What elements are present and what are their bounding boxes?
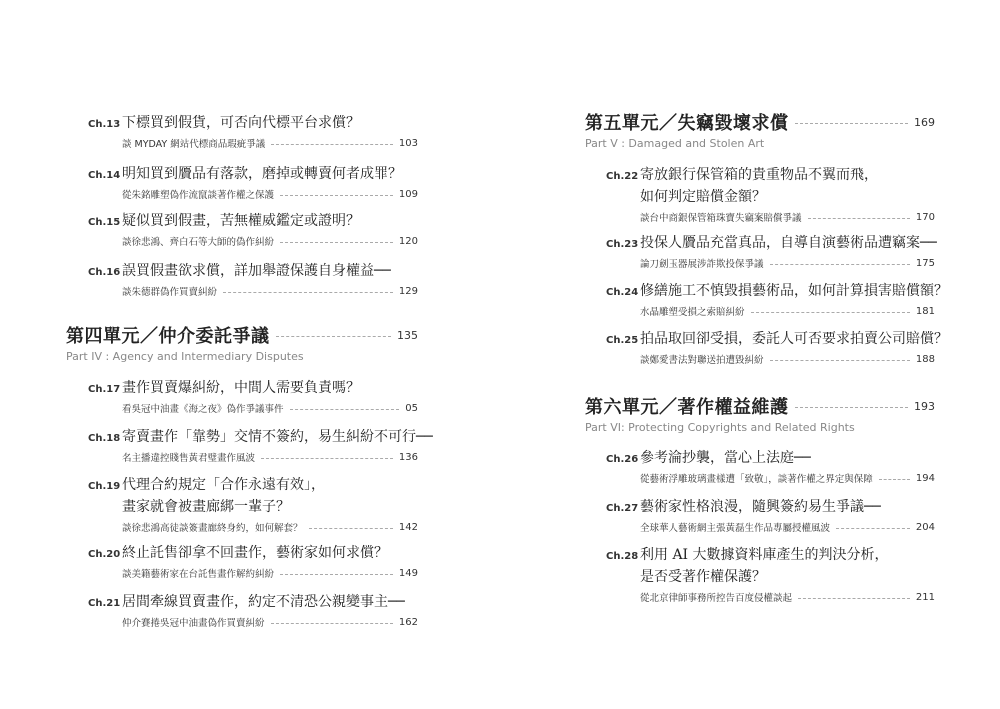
page-number: 120 bbox=[398, 235, 418, 247]
page-number: 136 bbox=[398, 451, 418, 463]
toc-entry-ch16 bbox=[88, 260, 418, 299]
chapter-number: Ch.27 bbox=[606, 503, 639, 514]
chapter-number: Ch.20 bbox=[88, 549, 121, 560]
page-number: 170 bbox=[915, 211, 935, 223]
toc-entry-ch20 bbox=[88, 542, 418, 581]
leader-dots bbox=[798, 598, 910, 599]
part-heading-5 bbox=[585, 111, 935, 150]
part-heading-4 bbox=[66, 324, 418, 363]
page-number: 142 bbox=[398, 521, 418, 533]
leader-dots bbox=[808, 218, 910, 219]
chapter-title: 下標買到假貨，可否向代標平台求償？ bbox=[122, 115, 360, 131]
chapter-title: 疑似買到假畫，苦無權威鑑定或證明？ bbox=[122, 213, 360, 229]
toc-entry-ch15 bbox=[88, 210, 418, 249]
chapter-number: Ch.16 bbox=[88, 267, 121, 278]
chapter-number: Ch.28 bbox=[606, 551, 639, 562]
leader-dots bbox=[836, 528, 910, 529]
chapter-title: 居間牽線買賣畫作，約定不清恐公親變事主── bbox=[122, 594, 405, 610]
page-number: 162 bbox=[398, 616, 418, 628]
chapter-subtitle: 仲介賽捲吳冠中油畫偽作買賣糾紛 bbox=[122, 618, 265, 629]
chapter-subtitle: 全球華人藝術網主張黃磊生作品專屬授權風波 bbox=[640, 523, 831, 534]
part-title: 第四單元／仲介委託爭議 bbox=[66, 326, 270, 347]
leader-dots bbox=[309, 528, 393, 529]
page-number: 193 bbox=[914, 399, 935, 413]
chapter-subtitle: 水晶雕塑受損之索賠糾紛 bbox=[640, 307, 745, 318]
leader-dots bbox=[280, 574, 393, 575]
leader-dots bbox=[271, 623, 393, 624]
toc-entry-ch27 bbox=[606, 496, 935, 535]
toc-entry-ch28 bbox=[606, 544, 935, 605]
page-number: 149 bbox=[398, 567, 418, 579]
chapter-number: Ch.25 bbox=[606, 335, 639, 346]
chapter-subtitle: 從朱銘雕塑偽作流竄談著作權之保護 bbox=[122, 190, 275, 201]
part-subtitle: Part VI: Protecting Copyrights and Related Rights bbox=[585, 421, 855, 434]
page-number: 181 bbox=[915, 305, 935, 317]
leader-dots bbox=[280, 195, 393, 196]
toc-entry-ch26 bbox=[606, 447, 935, 486]
page-number: 129 bbox=[398, 285, 418, 297]
part-subtitle: Part V : Damaged and Stolen Art bbox=[585, 137, 765, 150]
page-number: 05 bbox=[405, 402, 418, 414]
chapter-number: Ch.17 bbox=[88, 384, 121, 395]
chapter-title-continued: 如何判定賠償金額？ bbox=[640, 189, 766, 205]
leader-dots bbox=[770, 264, 910, 265]
chapter-subtitle: 談美籍藝術家在台託售畫作解約糾紛 bbox=[122, 569, 275, 580]
chapter-title: 畫作買賣爆糾紛，中間人需要負責嗎？ bbox=[122, 380, 360, 396]
chapter-title: 利用 AI 大數據資料庫產生的判決分析， bbox=[640, 547, 889, 563]
chapter-number: Ch.18 bbox=[88, 433, 121, 444]
chapter-subtitle: 談台中商銀保管箱珠寶失竊案賠償爭議 bbox=[640, 213, 802, 224]
toc-entry-ch24 bbox=[606, 280, 948, 319]
chapter-number: Ch.15 bbox=[88, 217, 121, 228]
chapter-number: Ch.21 bbox=[88, 598, 121, 609]
page-number: 169 bbox=[914, 115, 935, 129]
leader-dots bbox=[261, 458, 393, 459]
chapter-subtitle: 談朱德群偽作買賣糾紛 bbox=[122, 287, 218, 298]
chapter-title: 明知買到贗品有落款，磨掉或轉賣何者成罪？ bbox=[122, 166, 402, 182]
leader-dots bbox=[271, 144, 393, 145]
chapter-subtitle: 論刀劍玉器展涉詐欺投保爭議 bbox=[640, 259, 764, 270]
leader-dots bbox=[879, 479, 910, 480]
toc-entry-ch21 bbox=[88, 591, 418, 630]
chapter-subtitle: 名主播違控賤售黃君璧畫作風波 bbox=[122, 453, 256, 464]
page-number: 109 bbox=[398, 188, 418, 200]
page-number: 175 bbox=[915, 257, 935, 269]
chapter-title: 誤買假畫欲求償，詳加舉證保護自身權益── bbox=[122, 263, 391, 279]
leader-dots bbox=[280, 242, 393, 243]
chapter-title: 代理合約規定「合作永遠有效」， bbox=[122, 477, 325, 493]
part-subtitle: Part IV : Agency and Intermediary Disputes bbox=[66, 350, 304, 363]
page-number: 211 bbox=[915, 591, 935, 603]
chapter-number: Ch.19 bbox=[88, 481, 121, 492]
leader-dots bbox=[276, 336, 392, 337]
toc-entry-ch17 bbox=[88, 377, 418, 416]
leader-dots bbox=[223, 292, 393, 293]
chapter-title-continued: 畫家就會被畫廊綁一輩子？ bbox=[122, 499, 290, 515]
chapter-title: 終止託售卻拿不回畫作，藝術家如何求償？ bbox=[122, 545, 388, 561]
chapter-subtitle: 從藝術浮雕玻璃畫樣遭「致敬」，談著作權之界定與保障 bbox=[640, 474, 873, 485]
toc-entry-ch19 bbox=[88, 474, 418, 535]
leader-dots bbox=[795, 407, 909, 408]
chapter-subtitle: 看吳冠中油畫《海之夜》偽作爭議事件 bbox=[122, 404, 284, 415]
chapter-title: 投保人贗品充當真品，自導自演藝術品遭竊案── bbox=[640, 235, 937, 251]
chapter-number: Ch.23 bbox=[606, 239, 639, 250]
chapter-title-continued: 是否受著作權保護？ bbox=[640, 569, 766, 585]
chapter-title: 參考淪抄襲，當心上法庭── bbox=[640, 450, 811, 466]
part-heading-6 bbox=[585, 395, 935, 434]
toc-entry-ch22 bbox=[606, 164, 935, 225]
chapter-subtitle: 談徐悲鴻、齊白石等大師的偽作糾紛 bbox=[122, 237, 275, 248]
page-number: 204 bbox=[915, 521, 935, 533]
chapter-title: 寄放銀行保管箱的貴重物品不翼而飛， bbox=[640, 167, 878, 183]
toc-entry-ch25 bbox=[606, 328, 948, 367]
chapter-title: 藝術家性格浪漫，隨興簽約易生爭議── bbox=[640, 499, 881, 515]
chapter-subtitle: 談 MYDAY 網站代標商品瑕疵爭議 bbox=[122, 139, 266, 150]
chapter-number: Ch.14 bbox=[88, 170, 121, 181]
chapter-number: Ch.13 bbox=[88, 119, 121, 130]
chapter-number: Ch.22 bbox=[606, 171, 639, 182]
leader-dots bbox=[795, 123, 909, 124]
part-title: 第五單元／失竊毀壞求償 bbox=[585, 113, 789, 134]
leader-dots bbox=[770, 360, 910, 361]
chapter-number: Ch.24 bbox=[606, 287, 639, 298]
chapter-number: Ch.26 bbox=[606, 454, 639, 465]
page-number: 135 bbox=[397, 328, 418, 342]
chapter-title: 拍品取回卻受損，委託人可否要求拍賣公司賠償？ bbox=[640, 331, 948, 347]
toc-entry-ch13 bbox=[88, 112, 418, 151]
chapter-title: 寄賣畫作「靠勢」交情不簽約，易生糾紛不可行── bbox=[122, 429, 433, 445]
toc-entry-ch23 bbox=[606, 232, 935, 271]
chapter-subtitle: 談鄭愛書法對聯送拍遭毀糾紛 bbox=[640, 355, 764, 366]
page-number: 103 bbox=[398, 137, 418, 149]
leader-dots bbox=[751, 312, 910, 313]
toc-entry-ch14 bbox=[88, 163, 418, 202]
toc-entry-ch18 bbox=[88, 426, 433, 465]
part-title: 第六單元／著作權益維護 bbox=[585, 397, 789, 418]
page-number: 194 bbox=[915, 472, 935, 484]
page-number: 188 bbox=[915, 353, 935, 365]
chapter-subtitle: 談徐悲鴻高徒談簽畫廊終身約，如何解套？ bbox=[122, 523, 303, 534]
chapter-title: 修繕施工不慎毀損藝術品，如何計算損害賠償額？ bbox=[640, 283, 948, 299]
chapter-subtitle: 從北京律師事務所控告百度侵權談起 bbox=[640, 593, 793, 604]
leader-dots bbox=[290, 409, 400, 410]
